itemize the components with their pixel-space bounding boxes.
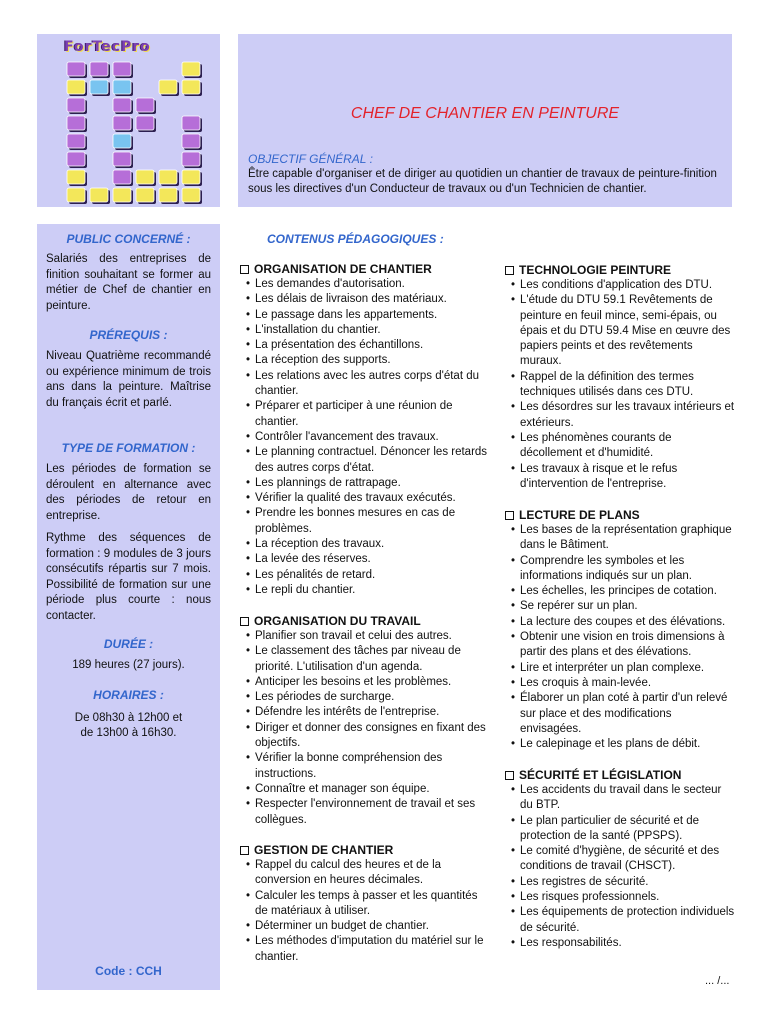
section-title: SÉCURITÉ ET LÉGISLATION <box>519 768 682 782</box>
checkbox-square-icon <box>505 771 514 780</box>
page-title: CHEF DE CHANTIER EN PEINTURE <box>350 105 620 122</box>
logo-tile <box>113 134 131 148</box>
logo-tile <box>67 170 85 184</box>
logo-tile <box>67 152 85 166</box>
logo-tile <box>90 80 108 94</box>
logo-tile <box>182 80 200 94</box>
logo-tile <box>90 62 108 76</box>
prereq-label: PRÉREQUIS : <box>89 328 168 342</box>
section-gestion-chantier <box>240 842 490 965</box>
checkbox-square-icon <box>240 617 249 626</box>
checkbox-square-icon <box>505 266 514 275</box>
fortecpro-logo <box>37 34 220 207</box>
logo-tile <box>182 116 200 130</box>
list-item: • Les désordres sur les travaux intérieurs et extérieurs. <box>505 400 735 431</box>
list-item: • Diriger et donner des consignes en fixant des objectifs. <box>240 721 490 752</box>
list-item: • Préparer et participer à une réunion de chantier. <box>240 399 490 430</box>
list-item: • Le classement des tâches par niveau de priorité. L'utilisation d'un agenda. <box>240 644 490 675</box>
logo-panel <box>37 34 220 207</box>
logo-tile <box>159 188 177 202</box>
list-item: • Les travaux à risque et le refus d'intervention de l'entreprise. <box>505 462 735 493</box>
list-item: • Les phénomènes courants de décollement et d'humidité. <box>505 431 735 462</box>
section-title: ORGANISATION DE CHANTIER <box>254 262 432 276</box>
prereq-text: Niveau Quatrième recommandé ou expérience minimum de trois ans dans la peinture. Maîtrise du français écrit et parlé. <box>46 350 211 409</box>
logo-tile <box>159 80 177 94</box>
list-item: • Lire et interpréter un plan complexe. <box>505 661 735 676</box>
logo-tile <box>67 62 85 76</box>
section-technologie-peinture <box>505 262 735 492</box>
logo-tile <box>90 188 108 202</box>
list-item: • Les accidents du travail dans le secteur du BTP. <box>505 783 735 814</box>
logo-tile <box>182 152 200 166</box>
course-code: Code : CCH <box>95 964 162 978</box>
logo-tile <box>113 62 131 76</box>
list-item: • Le calepinage et les plans de débit. <box>505 737 735 752</box>
section-title: ORGANISATION DU TRAVAIL <box>254 614 421 628</box>
logo-tile <box>113 80 131 94</box>
list-item: • Planifier son travail et celui des autres. <box>240 629 490 644</box>
section-organisation-chantier <box>240 261 490 598</box>
logo-tile <box>182 188 200 202</box>
list-item: • La levée des réserves. <box>240 552 490 567</box>
bullet-list <box>505 523 735 752</box>
list-item: • Se repérer sur un plan. <box>505 599 735 614</box>
objective-label: OBJECTIF GÉNÉRAL : <box>248 152 373 166</box>
list-item: • Le planning contractuel. Dénoncer les retards des autres corps d'état. <box>240 445 490 476</box>
bullet-list <box>240 277 490 598</box>
list-item: • Prendre les bonnes mesures en cas de problèmes. <box>240 506 490 537</box>
list-item: • L'installation du chantier. <box>240 323 490 338</box>
list-item: • Vérifier la qualité des travaux exécutés. <box>240 491 490 506</box>
bullet-list <box>505 278 735 492</box>
logo-tile <box>136 98 154 112</box>
logo-tile <box>136 188 154 202</box>
section-organisation-travail <box>240 613 490 828</box>
list-item: • La présentation des échantillons. <box>240 338 490 353</box>
section-heading <box>240 261 490 277</box>
content-title: CONTENUS PÉDAGOGIQUES : <box>267 232 444 246</box>
sidebar <box>37 224 220 990</box>
logo-tile <box>113 98 131 112</box>
logo-brand: ForTecPro <box>64 39 151 55</box>
list-item: • Les périodes de surcharge. <box>240 690 490 705</box>
list-item: • Connaître et manager son équipe. <box>240 782 490 797</box>
list-item: • Les relations avec les autres corps d'état du chantier. <box>240 369 490 400</box>
type-text-2: Rythme des séquences de formation : 9 modules de 3 jours consécutifs répartis sur 7 mois. Possibilité de formation sur une période plus courte : nous contacter. <box>46 532 211 622</box>
bullet-list <box>505 783 735 951</box>
horaires-line-1: De 08h30 à 12h00 et <box>74 712 183 724</box>
objective-text: Être capable d'organiser et de diriger au quotidien un chantier de travaux de peinture-finition sous les directives d'un Conducteur de travaux ou d'un Technicien de chantier. <box>248 168 717 195</box>
list-item: • Défendre les intérêts de l'entreprise. <box>240 705 490 720</box>
section-title: GESTION DE CHANTIER <box>254 843 394 857</box>
list-item: • Rappel du calcul des heures et de la conversion en heures décimales. <box>240 858 490 889</box>
logo-tile <box>113 188 131 202</box>
list-item: • Les méthodes d'imputation du matériel sur le chantier. <box>240 934 490 965</box>
list-item: • Les bases de la représentation graphique dans le Bâtiment. <box>505 523 735 554</box>
section-securite-legislation <box>505 767 735 951</box>
list-item: • Contrôler l'avancement des travaux. <box>240 430 490 445</box>
list-item: • Calculer les temps à passer et les quantités de matériaux à utiliser. <box>240 889 490 920</box>
list-item: • Les échelles, les principes de cotation. <box>505 584 735 599</box>
bullet-list <box>240 858 490 965</box>
list-item: • Le passage dans les appartements. <box>240 308 490 323</box>
list-item: • Les responsabilités. <box>505 936 735 951</box>
list-item: • La lecture des coupes et des élévations. <box>505 615 735 630</box>
logo-tile <box>67 116 85 130</box>
section-title: LECTURE DE PLANS <box>519 508 640 522</box>
header-panel <box>238 34 732 207</box>
list-item: • Vérifier la bonne compréhension des instructions. <box>240 751 490 782</box>
list-item: • Le plan particulier de sécurité et de protection de la santé (PPSPS). <box>505 814 735 845</box>
list-item: • La réception des travaux. <box>240 537 490 552</box>
list-item: • Respecter l'environnement de travail et ses collègues. <box>240 797 490 828</box>
horaires-label: HORAIRES : <box>93 688 164 702</box>
logo-tile <box>67 134 85 148</box>
continuation-mark: ... /... <box>705 975 730 987</box>
list-item: • Les plannings de rattrapage. <box>240 476 490 491</box>
logo-tile <box>113 170 131 184</box>
public-text: Salariés des entreprises de finition souhaitant se former au métier de Chef de chantier en peinture. <box>46 253 211 312</box>
checkbox-square-icon <box>240 846 249 855</box>
type-text-1: Les périodes de formation se déroulent en alternance avec des périodes de retour en entreprise. <box>46 463 211 522</box>
list-item: • Élaborer un plan coté à partir d'un relevé sur place et des modifications envisagées. <box>505 691 735 737</box>
logo-tile <box>159 170 177 184</box>
logo-tile <box>113 152 131 166</box>
list-item: • Les pénalités de retard. <box>240 568 490 583</box>
section-heading <box>505 767 735 783</box>
logo-tile <box>136 170 154 184</box>
logo-tile <box>182 134 200 148</box>
duree-label: DURÉE : <box>103 637 154 651</box>
list-item: • Les délais de livraison des matériaux. <box>240 292 490 307</box>
section-heading <box>505 507 735 523</box>
list-item: • Déterminer un budget de chantier. <box>240 919 490 934</box>
section-title: TECHNOLOGIE PEINTURE <box>519 263 672 277</box>
logo-tile <box>136 116 154 130</box>
logo-tile <box>67 98 85 112</box>
list-item: • Comprendre les symboles et les informations indiqués sur un plan. <box>505 554 735 585</box>
logo-tile <box>182 170 200 184</box>
logo-tile <box>67 188 85 202</box>
list-item: • Les équipements de protection individuels de sécurité. <box>505 905 735 936</box>
public-label: PUBLIC CONCERNÉ : <box>66 232 191 246</box>
list-item: • L'étude du DTU 59.1 Revêtements de peinture en feuil mince, semi-épais, ou épais et du DTU 59.4 Mise en œuvre des papiers peints et des revêtements muraux. <box>505 293 735 369</box>
list-item: • Anticiper les besoins et les problèmes. <box>240 675 490 690</box>
section-lecture-plans <box>505 507 735 752</box>
type-label: TYPE DE FORMATION : <box>61 441 196 455</box>
bullet-list <box>240 629 490 828</box>
list-item: • Rappel de la définition des termes techniques utilisés dans ces DTU. <box>505 370 735 401</box>
horaires-line-2: de 13h00 à 16h30. <box>80 727 177 739</box>
section-heading <box>240 842 490 858</box>
logo-tile <box>182 62 200 76</box>
duree-text: 189 heures (27 jours). <box>72 659 185 671</box>
list-item: • Le comité d'hygiène, de sécurité et des conditions de travail (CHSCT). <box>505 844 735 875</box>
section-heading <box>505 262 735 278</box>
logo-tile <box>67 80 85 94</box>
logo-tile <box>113 116 131 130</box>
list-item: • Les conditions d'application des DTU. <box>505 278 735 293</box>
list-item: • Les demandes d'autorisation. <box>240 277 490 292</box>
list-item: • La réception des supports. <box>240 353 490 368</box>
list-item: • Les registres de sécurité. <box>505 875 735 890</box>
checkbox-square-icon <box>240 265 249 274</box>
list-item: • Les risques professionnels. <box>505 890 735 905</box>
list-item: • Obtenir une vision en trois dimensions à partir des plans et des élévations. <box>505 630 735 661</box>
checkbox-square-icon <box>505 511 514 520</box>
list-item: • Le repli du chantier. <box>240 583 490 598</box>
section-heading <box>240 613 490 629</box>
list-item: • Les croquis à main-levée. <box>505 676 735 691</box>
